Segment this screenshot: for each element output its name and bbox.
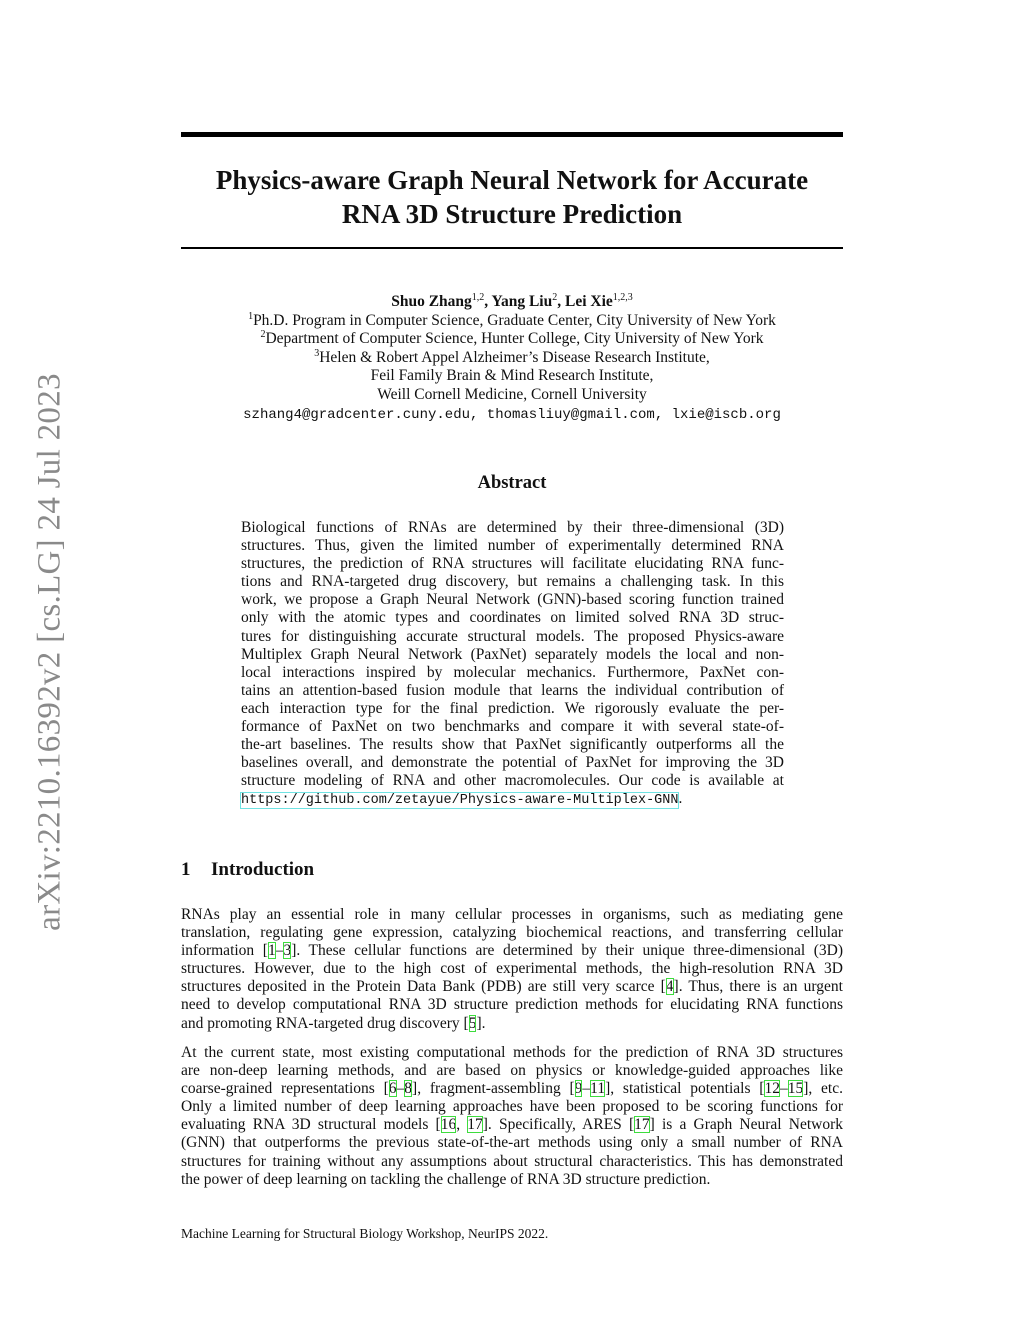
- venue-footnote: Machine Learning for Structural Biology Workshop, NeurIPS 2022.: [181, 1226, 549, 1241]
- text: and promoting RNA-targeted drug discovery [: [181, 1014, 469, 1032]
- text: ], etc.: [803, 1080, 843, 1098]
- text: –: [396, 1080, 405, 1098]
- citation-link[interactable]: 1: [267, 942, 276, 960]
- affiliation-marker: 3: [314, 347, 320, 359]
- paragraph-line: are non-deep learning methods, and are based on physics or knowledge-guided approaches like: [181, 1062, 843, 1080]
- abstract-heading: Abstract: [477, 473, 547, 493]
- text: ], fragment-assembling [: [412, 1080, 575, 1098]
- author-block: [181, 293, 843, 424]
- title-bottom-rule: [181, 247, 843, 249]
- paragraph-line: [181, 1116, 843, 1134]
- paragraph-line: structures. However, due to the high cost of experimental methods, the high-resolution RNA 3D: [181, 960, 843, 978]
- title-line-1: Physics-aware Graph Neural Network for Accurate: [215, 165, 809, 195]
- affiliation-marker: 2: [260, 329, 266, 341]
- affiliation-3-line-2: Feil Family Brain & Mind Research Institute,: [370, 367, 654, 385]
- author-separator: ,: [484, 293, 492, 310]
- paragraph-line: [181, 942, 843, 960]
- text: ,: [456, 1116, 468, 1134]
- text: evaluating RNA 3D structural models [: [181, 1116, 441, 1134]
- citation-link[interactable]: 8: [404, 1080, 413, 1098]
- citation-link[interactable]: 12: [764, 1080, 780, 1098]
- paragraph-line: translation, regulating gene expression, catalyzing biochemical reactions, and transferring cellular: [181, 924, 843, 942]
- text: ]. Thus, there is an urgent: [673, 978, 843, 996]
- text: structures deposited in the Protein Data Bank (PDB) are still very scarce [: [181, 978, 666, 996]
- paragraph-line: (GNN) that outperforms the previous state-of-the-art methods using only a small number of RNA: [181, 1134, 843, 1152]
- title-line-2: RNA 3D Structure Prediction: [341, 199, 683, 229]
- author-emails: szhang4@gradcenter.cuny.edu, thomasliuy@gmail.com, lxie@iscb.org: [243, 406, 781, 423]
- author-separator: ,: [557, 293, 565, 310]
- affiliation-1: [181, 312, 843, 331]
- abstract-body: [241, 519, 784, 811]
- affiliation-3: [181, 349, 843, 368]
- text: ] is a Graph Neural Network: [649, 1116, 843, 1134]
- text: information [: [181, 942, 268, 960]
- code-repository-link[interactable]: https://github.com/zetayue/Physics-aware-Multiplex-GNN: [241, 793, 679, 809]
- abstract-line: work, we propose a Graph Neural Network (GNN)-based scoring function trained: [241, 591, 784, 609]
- paper-title: [181, 163, 843, 231]
- paragraph-line: the power of deep learning on tackling the challenge of RNA 3D structure prediction.: [181, 1170, 711, 1188]
- text: ]. These cellular functions are determined by their unique three-dimensional (3D): [291, 942, 844, 960]
- period: .: [678, 790, 683, 808]
- abstract-line: tures for distinguishing accurate structural models. The proposed Physics-aware: [241, 627, 784, 645]
- citation-link[interactable]: 5: [468, 1014, 477, 1032]
- citation-link[interactable]: 9: [574, 1080, 583, 1098]
- text: ], statistical potentials [: [605, 1080, 765, 1098]
- text: ].: [476, 1014, 486, 1032]
- section-heading-introduction: [181, 859, 314, 881]
- text: coarse-grained representations [: [181, 1080, 389, 1098]
- abstract-line: the-art baselines. The results show that PaxNet significantly outperforms all the: [241, 736, 784, 754]
- citation-link[interactable]: 6: [388, 1080, 397, 1098]
- section-number: 1: [181, 859, 191, 880]
- abstract-line: structures. Thus, given the limited number of experimentally determined RNA: [241, 537, 784, 555]
- text: –: [779, 1080, 788, 1098]
- abstract-line: Biological functions of RNAs are determined by their three-dimensional (3D): [241, 519, 784, 536]
- intro-paragraph-1: [181, 906, 843, 1033]
- affiliation-marker: 1: [248, 310, 254, 322]
- abstract-line: local interactions inspired by molecular mechanics. Furthermore, PaxNet con-: [241, 663, 784, 681]
- abstract-line: structures, the prediction of RNA structures will facilitate elucidating RNA func-: [241, 555, 784, 573]
- affiliation-3-line-3: Weill Cornell Medicine, Cornell University: [377, 385, 647, 403]
- citation-link[interactable]: 3: [283, 942, 292, 960]
- citation-link[interactable]: 4: [665, 978, 674, 996]
- abstract-line: tions and RNA-targeted drug discovery, but remains a challenging task. In this: [241, 573, 784, 591]
- paragraph-line: RNAs play an essential role in many cellular processes in organisms, such as mediating gene: [181, 906, 843, 923]
- abstract-url-line: [241, 790, 784, 810]
- author-1-affiliation: 1,2: [471, 292, 485, 303]
- paragraph-line: need to develop computational RNA 3D structure prediction methods for elucidating RNA functions: [181, 996, 843, 1014]
- affiliation-text: Helen & Robert Appel Alzheimer’s Disease Research Institute,: [319, 348, 710, 366]
- affiliation-text: Department of Computer Science, Hunter College, City University of New York: [265, 330, 764, 348]
- citation-link[interactable]: 11: [590, 1080, 606, 1098]
- abstract-line: only with the atomic types and coordinates on limited solved RNA 3D struc-: [241, 609, 784, 627]
- affiliation-2: [181, 330, 843, 349]
- paragraph-line: structures for training without any assumptions about structural characteristics. This has demonstrated: [181, 1152, 843, 1170]
- abstract-line: formance of PaxNet on two benchmarks and compare it with several state-of-: [241, 718, 784, 736]
- citation-link[interactable]: 16: [440, 1116, 457, 1134]
- text: –: [275, 942, 284, 960]
- abstract-line: baselines overall, and demonstrate the potential of PaxNet for improving the 3D: [241, 754, 784, 772]
- title-top-rule: [181, 132, 843, 137]
- arxiv-identifier: arXiv:2210.16392v2 [cs.LG] 24 Jul 2023: [31, 373, 68, 931]
- author-names: [181, 293, 843, 312]
- citation-link[interactable]: 17: [467, 1116, 483, 1134]
- author-3: Lei Xie: [564, 293, 613, 310]
- author-2: Yang Liu: [491, 293, 553, 310]
- section-title: Introduction: [211, 859, 315, 880]
- abstract-line: structure modeling of RNA and other macromolecules. Our code is available at: [241, 772, 784, 790]
- affiliation-text: Ph.D. Program in Computer Science, Graduate Center, City University of New York: [253, 311, 776, 329]
- abstract-line: tains an attention-based fusion module that learns the individual contribution of: [241, 681, 784, 699]
- author-2-affiliation: 2: [552, 292, 558, 303]
- paragraph-line: [181, 978, 843, 996]
- paragraph-line: At the current state, most existing computational methods for the prediction of RNA 3D structures: [181, 1044, 843, 1061]
- text: –: [582, 1080, 591, 1098]
- citation-link[interactable]: 15: [787, 1080, 804, 1098]
- citation-link[interactable]: 17: [634, 1116, 650, 1134]
- author-1: Shuo Zhang: [391, 293, 472, 310]
- paragraph-line: [181, 1015, 843, 1033]
- paragraph-line: [181, 1080, 843, 1098]
- abstract-line: each interaction type for the final prediction. We rigorously evaluate the per-: [241, 699, 784, 717]
- text: ]. Specifically, ARES [: [482, 1116, 635, 1134]
- paragraph-line: Only a limited number of deep learning approaches have been proposed to be scoring functions for: [181, 1098, 843, 1116]
- author-3-affiliation: 1,2,3: [612, 292, 633, 303]
- abstract-line: Multiplex Graph Neural Network (PaxNet) separately models the local and non-: [241, 645, 784, 663]
- intro-paragraph-2: [181, 1044, 843, 1189]
